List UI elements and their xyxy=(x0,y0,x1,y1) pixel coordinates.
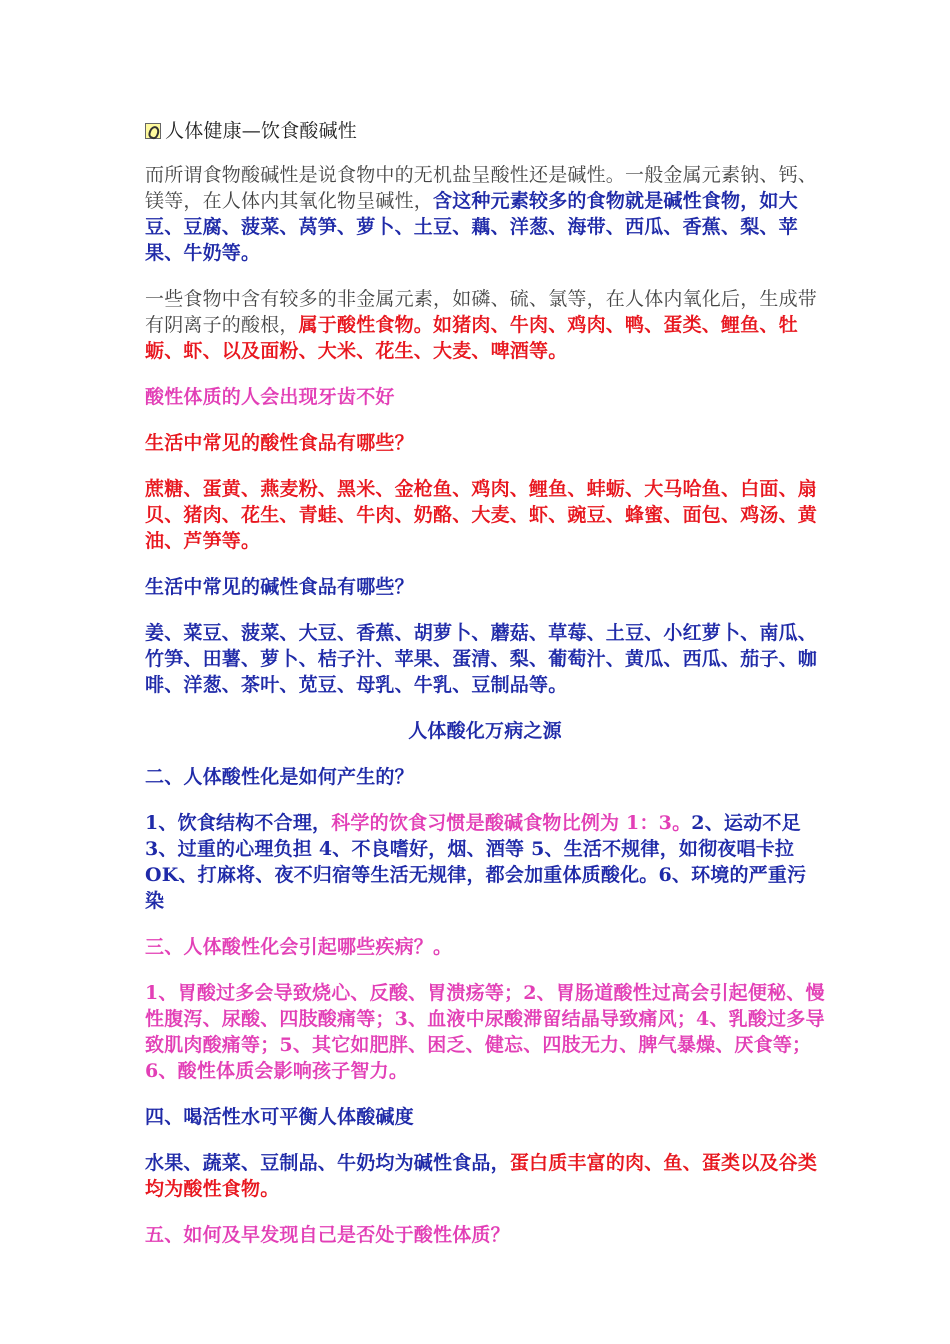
section-2-body-a: 1、饮食结构不合理， xyxy=(145,812,332,834)
section-4-body xyxy=(145,1150,825,1202)
section-3-title: 三、人体酸性化会引起哪些疾病？。 xyxy=(145,936,453,958)
section-4-body-red: 蛋白质丰富的肉、鱼、蛋类以及谷类均为酸性食物。 xyxy=(145,1152,818,1200)
acidic-constitution-note: 酸性体质的人会出现牙齿不好 xyxy=(145,386,395,408)
section-2-title: 二、人体酸性化是如何产生的？ xyxy=(145,766,414,788)
section-2-body-c: 2、运动不足 3、过重的心理负担 4、不良嗜好，烟、酒等 5、生活不规律，如彻夜唱卡拉 OK、打麻将、夜不归宿等生活无规律，都会加重体质酸化。6、环境的严重污染 xyxy=(145,812,807,912)
paragraph-alkaline-intro xyxy=(145,162,825,266)
section-heading-center: 人体酸化万病之源 xyxy=(408,720,562,742)
doc-title-text: 人体健康—饮食酸碱性 xyxy=(165,120,358,142)
paragraph-acidic-intro-plain: 一些食物中含有较多的非金属元素，如磷、硫、氯等，在人体内氧化后，生成带有阴离子的酸根， xyxy=(145,288,818,336)
document-page xyxy=(145,118,825,1268)
paragraph-alkaline-intro-highlight: 含这种元素较多的食物就是碱性食物，如大豆、豆腐、菠菜、莴笋、萝卜、土豆、藕、洋葱、海带、西瓜、香蕉、梨、苹果、牛奶等。 xyxy=(145,190,798,264)
section-4-title: 四、喝活性水可平衡人体酸碱度 xyxy=(145,1106,414,1128)
paragraph-acidic-intro-highlight: 属于酸性食物。如猪肉、牛肉、鸡肉、鸭、蛋类、鲤鱼、牡蛎、虾、以及面粉、大米、花生、大麦、啤酒等。 xyxy=(145,314,798,362)
section-2-body xyxy=(145,810,825,914)
section-3-body: 1、胃酸过多会导致烧心、反酸、胃溃疡等；2、胃肠道酸性过高会引起便秘、慢性腹泻、尿酸、四肢酸痛等；3、血液中尿酸滞留结晶导致痛风；4、乳酸过多导致肌肉酸痛等；5、其它如肥胖、困乏、健忘、四肢无力、脾气暴燥、厌食等； 6、酸性体质会影响孩子智力。 xyxy=(145,982,825,1082)
paragraph-alkaline-intro-plain: 而所谓食物酸碱性是说食物中的无机盐呈酸性还是碱性。一般金属元素钠、钙、镁等，在人体内其氧化物呈碱性， xyxy=(145,164,818,212)
doc-title xyxy=(145,118,825,144)
section-2-body-b: 科学的饮食习惯是酸碱食物比例为 1：3。 xyxy=(331,812,692,834)
section-4-body-blue: 水果、蔬菜、豆制品、牛奶均为碱性食品， xyxy=(145,1152,510,1174)
acidic-foods-question: 生活中常见的酸性食品有哪些？ xyxy=(145,432,414,454)
section-5-title: 五、如何及早发现自己是否处于酸性体质？ xyxy=(145,1224,510,1246)
alkaline-foods-question: 生活中常见的碱性食品有哪些？ xyxy=(145,576,414,598)
paragraph-acidic-intro xyxy=(145,286,825,364)
bullet-icon xyxy=(145,123,161,139)
acidic-foods-list: 蔗糖、蛋黄、燕麦粉、黑米、金枪鱼、鸡肉、鲤鱼、蚌蛎、大马哈鱼、白面、扇贝、猪肉、花生、青蛙、牛肉、奶酪、大麦、虾、豌豆、蜂蜜、面包、鸡汤、黄油、芦笋等。 xyxy=(145,478,818,552)
alkaline-foods-list: 姜、菜豆、菠菜、大豆、香蕉、胡萝卜、蘑菇、草莓、土豆、小红萝卜、南瓜、竹笋、田薯、萝卜、桔子汁、苹果、蛋清、梨、葡萄汁、黄瓜、西瓜、茄子、咖啡、洋葱、茶叶、苋豆、母乳、牛乳、豆制品等。 xyxy=(145,622,818,696)
